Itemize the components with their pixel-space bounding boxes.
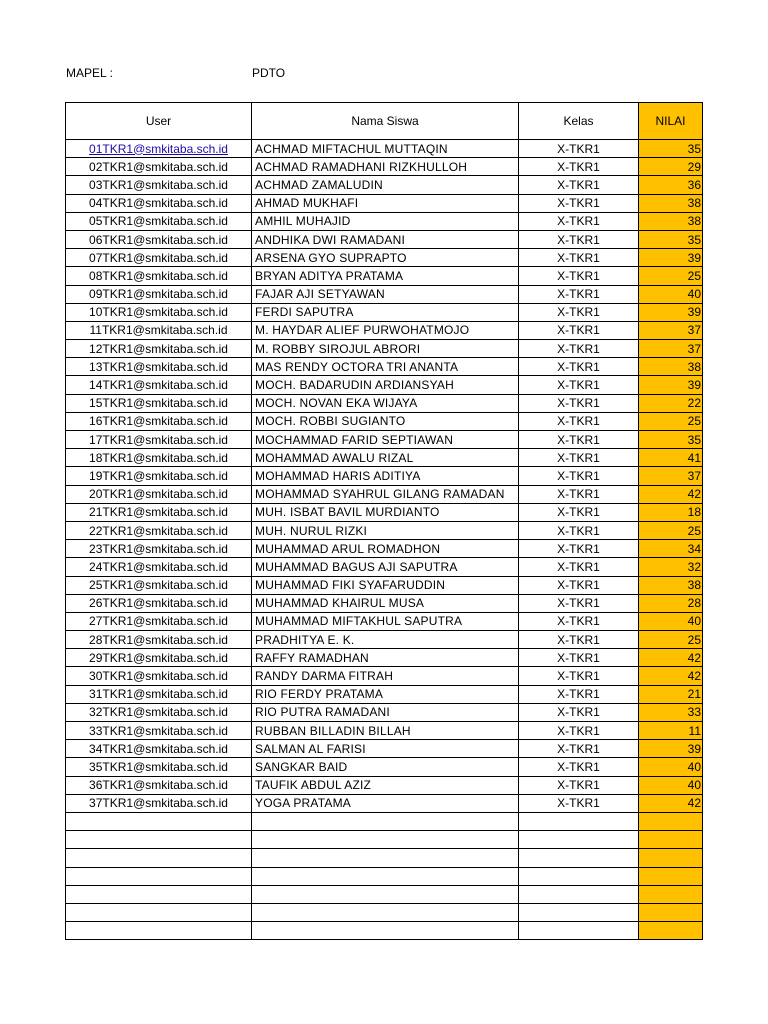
empty-cell: [519, 867, 639, 885]
empty-cell: [66, 867, 252, 885]
empty-cell: [639, 922, 703, 940]
nilai-cell: 40: [639, 285, 703, 303]
nama-siswa-cell: FERDI SAPUTRA: [252, 303, 519, 321]
empty-table-row: [66, 812, 703, 830]
kelas-cell: X-TKR1: [519, 649, 639, 667]
nilai-cell: 37: [639, 340, 703, 358]
user-cell: 28TKR1@smkitaba.sch.id: [66, 631, 252, 649]
empty-cell: [639, 831, 703, 849]
user-cell: 23TKR1@smkitaba.sch.id: [66, 540, 252, 558]
user-cell: 04TKR1@smkitaba.sch.id: [66, 194, 252, 212]
user-cell: 13TKR1@smkitaba.sch.id: [66, 358, 252, 376]
nilai-cell: 39: [639, 303, 703, 321]
empty-table-row: [66, 867, 703, 885]
empty-table-row: [66, 885, 703, 903]
kelas-cell: X-TKR1: [519, 412, 639, 430]
nama-siswa-cell: TAUFIK ABDUL AZIZ: [252, 776, 519, 794]
kelas-cell: X-TKR1: [519, 449, 639, 467]
kelas-cell: X-TKR1: [519, 376, 639, 394]
table-row: [66, 776, 703, 794]
empty-cell: [519, 922, 639, 940]
nilai-cell: 41: [639, 449, 703, 467]
user-cell: 17TKR1@smkitaba.sch.id: [66, 431, 252, 449]
nilai-cell: 37: [639, 467, 703, 485]
nilai-cell: 40: [639, 612, 703, 630]
empty-cell: [66, 885, 252, 903]
kelas-cell: X-TKR1: [519, 194, 639, 212]
empty-cell: [252, 849, 519, 867]
nama-siswa-cell: BRYAN ADITYA PRATAMA: [252, 267, 519, 285]
table-row: [66, 740, 703, 758]
kelas-cell: X-TKR1: [519, 594, 639, 612]
empty-cell: [252, 885, 519, 903]
empty-cell: [519, 831, 639, 849]
table-row: [66, 285, 703, 303]
table-row: [66, 594, 703, 612]
kelas-cell: X-TKR1: [519, 285, 639, 303]
empty-cell: [639, 885, 703, 903]
nama-siswa-cell: RANDY DARMA FITRAH: [252, 667, 519, 685]
mapel-value: PDTO: [252, 66, 286, 80]
table-row: [66, 503, 703, 521]
table-row: [66, 540, 703, 558]
nama-siswa-cell: MUHAMMAD FIKI SYAFARUDDIN: [252, 576, 519, 594]
table-row: [66, 576, 703, 594]
nama-siswa-cell: MUHAMMAD ARUL ROMADHON: [252, 540, 519, 558]
nama-siswa-cell: MOCH. NOVAN EKA WIJAYA: [252, 394, 519, 412]
grades-table: [65, 102, 703, 940]
nama-siswa-cell: MOHAMMAD AWALU RIZAL: [252, 449, 519, 467]
nilai-cell: 37: [639, 321, 703, 339]
kelas-cell: X-TKR1: [519, 485, 639, 503]
table-row: [66, 467, 703, 485]
table-body: [66, 140, 703, 940]
nama-siswa-cell: ACHMAD ZAMALUDIN: [252, 176, 519, 194]
nama-siswa-cell: MOCHAMMAD FARID SEPTIAWAN: [252, 431, 519, 449]
nilai-cell: 38: [639, 358, 703, 376]
empty-cell: [252, 922, 519, 940]
table-row: [66, 449, 703, 467]
nilai-cell: 29: [639, 158, 703, 176]
user-cell: 27TKR1@smkitaba.sch.id: [66, 612, 252, 630]
nilai-cell: 42: [639, 485, 703, 503]
nilai-cell: 38: [639, 576, 703, 594]
kelas-cell: X-TKR1: [519, 267, 639, 285]
empty-cell: [519, 885, 639, 903]
nilai-cell: 35: [639, 431, 703, 449]
user-cell: 11TKR1@smkitaba.sch.id: [66, 321, 252, 339]
table-row: [66, 485, 703, 503]
user-cell: 37TKR1@smkitaba.sch.id: [66, 794, 252, 812]
table-row: [66, 140, 703, 158]
empty-cell: [252, 867, 519, 885]
nama-siswa-cell: MUH. ISBAT BAVIL MURDIANTO: [252, 503, 519, 521]
user-cell: 30TKR1@smkitaba.sch.id: [66, 667, 252, 685]
kelas-cell: X-TKR1: [519, 467, 639, 485]
nama-siswa-cell: MUHAMMAD MIFTAKHUL SAPUTRA: [252, 612, 519, 630]
nama-siswa-cell: RIO PUTRA RAMADANI: [252, 703, 519, 721]
table-row: [66, 176, 703, 194]
nama-siswa-cell: M. HAYDAR ALIEF PURWOHATMOJO: [252, 321, 519, 339]
nama-siswa-cell: ANDHIKA DWI RAMADANI: [252, 230, 519, 248]
kelas-cell: X-TKR1: [519, 776, 639, 794]
empty-table-row: [66, 831, 703, 849]
kelas-cell: X-TKR1: [519, 176, 639, 194]
user-cell: 22TKR1@smkitaba.sch.id: [66, 521, 252, 539]
empty-cell: [639, 903, 703, 921]
table-row: [66, 558, 703, 576]
empty-cell: [252, 831, 519, 849]
user-cell: 07TKR1@smkitaba.sch.id: [66, 249, 252, 267]
table-row: [66, 758, 703, 776]
nilai-cell: 25: [639, 521, 703, 539]
kelas-cell: X-TKR1: [519, 703, 639, 721]
user-cell: 36TKR1@smkitaba.sch.id: [66, 776, 252, 794]
kelas-cell: X-TKR1: [519, 612, 639, 630]
nama-siswa-cell: FAJAR AJI SETYAWAN: [252, 285, 519, 303]
empty-cell: [639, 812, 703, 830]
nama-siswa-cell: MUHAMMAD BAGUS AJI SAPUTRA: [252, 558, 519, 576]
table-row: [66, 612, 703, 630]
nilai-cell: 11: [639, 722, 703, 740]
nama-siswa-cell: MUH. NURUL RIZKI: [252, 521, 519, 539]
user-cell: 18TKR1@smkitaba.sch.id: [66, 449, 252, 467]
kelas-cell: X-TKR1: [519, 321, 639, 339]
kelas-cell: X-TKR1: [519, 558, 639, 576]
table-row: [66, 340, 703, 358]
empty-cell: [639, 849, 703, 867]
user-cell: 29TKR1@smkitaba.sch.id: [66, 649, 252, 667]
user-cell: 14TKR1@smkitaba.sch.id: [66, 376, 252, 394]
nilai-cell: 35: [639, 140, 703, 158]
kelas-cell: X-TKR1: [519, 394, 639, 412]
nilai-cell: 32: [639, 558, 703, 576]
column-header-kelas: Kelas: [519, 103, 639, 140]
kelas-cell: X-TKR1: [519, 212, 639, 230]
nama-siswa-cell: MOHAMMAD HARIS ADITIYA: [252, 467, 519, 485]
nilai-cell: 40: [639, 776, 703, 794]
nilai-cell: 25: [639, 631, 703, 649]
nilai-cell: 21: [639, 685, 703, 703]
empty-cell: [252, 812, 519, 830]
table-row: [66, 394, 703, 412]
kelas-cell: X-TKR1: [519, 540, 639, 558]
nilai-cell: 28: [639, 594, 703, 612]
kelas-cell: X-TKR1: [519, 758, 639, 776]
column-header-nilai: NILAI: [639, 103, 703, 140]
user-cell: 12TKR1@smkitaba.sch.id: [66, 340, 252, 358]
kelas-cell: X-TKR1: [519, 158, 639, 176]
kelas-cell: X-TKR1: [519, 340, 639, 358]
table-row: [66, 303, 703, 321]
empty-table-row: [66, 922, 703, 940]
user-cell: 26TKR1@smkitaba.sch.id: [66, 594, 252, 612]
nilai-cell: 36: [639, 176, 703, 194]
table-row: [66, 667, 703, 685]
nilai-cell: 42: [639, 667, 703, 685]
empty-cell: [519, 903, 639, 921]
user-email-link[interactable]: 01TKR1@smkitaba.sch.id: [66, 140, 252, 158]
user-cell: 24TKR1@smkitaba.sch.id: [66, 558, 252, 576]
kelas-cell: X-TKR1: [519, 503, 639, 521]
table-row: [66, 794, 703, 812]
user-cell: 19TKR1@smkitaba.sch.id: [66, 467, 252, 485]
empty-cell: [519, 849, 639, 867]
table-row: [66, 194, 703, 212]
empty-cell: [66, 831, 252, 849]
nilai-cell: 38: [639, 212, 703, 230]
user-cell: 21TKR1@smkitaba.sch.id: [66, 503, 252, 521]
table-row: [66, 212, 703, 230]
nilai-cell: 25: [639, 412, 703, 430]
nama-siswa-cell: ARSENA GYO SUPRAPTO: [252, 249, 519, 267]
user-cell: 35TKR1@smkitaba.sch.id: [66, 758, 252, 776]
nama-siswa-cell: RUBBAN BILLADIN BILLAH: [252, 722, 519, 740]
empty-cell: [252, 903, 519, 921]
nama-siswa-cell: SANGKAR BAID: [252, 758, 519, 776]
empty-table-row: [66, 903, 703, 921]
empty-cell: [66, 812, 252, 830]
user-cell: 02TKR1@smkitaba.sch.id: [66, 158, 252, 176]
user-cell: 09TKR1@smkitaba.sch.id: [66, 285, 252, 303]
nama-siswa-cell: AHMAD MUKHAFI: [252, 194, 519, 212]
nama-siswa-cell: MUHAMMAD KHAIRUL MUSA: [252, 594, 519, 612]
nama-siswa-cell: YOGA PRATAMA: [252, 794, 519, 812]
nilai-cell: 33: [639, 703, 703, 721]
table-row: [66, 431, 703, 449]
nilai-cell: 39: [639, 740, 703, 758]
kelas-cell: X-TKR1: [519, 303, 639, 321]
mapel-label: MAPEL :: [66, 66, 113, 80]
kelas-cell: X-TKR1: [519, 722, 639, 740]
table-row: [66, 649, 703, 667]
table-row: [66, 722, 703, 740]
nama-siswa-cell: PRADHITYA E. K.: [252, 631, 519, 649]
user-cell: 10TKR1@smkitaba.sch.id: [66, 303, 252, 321]
user-cell: 32TKR1@smkitaba.sch.id: [66, 703, 252, 721]
nilai-cell: 42: [639, 794, 703, 812]
kelas-cell: X-TKR1: [519, 140, 639, 158]
kelas-cell: X-TKR1: [519, 431, 639, 449]
empty-cell: [519, 812, 639, 830]
table-row: [66, 412, 703, 430]
user-cell: 34TKR1@smkitaba.sch.id: [66, 740, 252, 758]
kelas-cell: X-TKR1: [519, 249, 639, 267]
table-row: [66, 376, 703, 394]
empty-cell: [66, 903, 252, 921]
nama-siswa-cell: M. ROBBY SIROJUL ABRORI: [252, 340, 519, 358]
user-cell: 31TKR1@smkitaba.sch.id: [66, 685, 252, 703]
table-row: [66, 358, 703, 376]
nilai-cell: 40: [639, 758, 703, 776]
nama-siswa-cell: RAFFY RAMADHAN: [252, 649, 519, 667]
empty-cell: [639, 867, 703, 885]
user-cell: 25TKR1@smkitaba.sch.id: [66, 576, 252, 594]
column-header-user: User: [66, 103, 252, 140]
table-row: [66, 249, 703, 267]
nama-siswa-cell: MAS RENDY OCTORA TRI ANANTA: [252, 358, 519, 376]
kelas-cell: X-TKR1: [519, 631, 639, 649]
nilai-cell: 25: [639, 267, 703, 285]
table-row: [66, 685, 703, 703]
nama-siswa-cell: SALMAN AL FARISI: [252, 740, 519, 758]
nama-siswa-cell: ACHMAD MIFTACHUL MUTTAQIN: [252, 140, 519, 158]
kelas-cell: X-TKR1: [519, 667, 639, 685]
table-row: [66, 230, 703, 248]
user-cell: 05TKR1@smkitaba.sch.id: [66, 212, 252, 230]
nilai-cell: 18: [639, 503, 703, 521]
nilai-cell: 35: [639, 230, 703, 248]
nilai-cell: 22: [639, 394, 703, 412]
nama-siswa-cell: RIO FERDY PRATAMA: [252, 685, 519, 703]
table-row: [66, 158, 703, 176]
table-header-row: [66, 103, 703, 140]
kelas-cell: X-TKR1: [519, 576, 639, 594]
user-cell: 08TKR1@smkitaba.sch.id: [66, 267, 252, 285]
nilai-cell: 39: [639, 376, 703, 394]
nilai-cell: 39: [639, 249, 703, 267]
kelas-cell: X-TKR1: [519, 230, 639, 248]
nama-siswa-cell: AMHIL MUHAJID: [252, 212, 519, 230]
user-cell: 20TKR1@smkitaba.sch.id: [66, 485, 252, 503]
empty-cell: [66, 922, 252, 940]
table-row: [66, 703, 703, 721]
user-cell: 33TKR1@smkitaba.sch.id: [66, 722, 252, 740]
nilai-cell: 34: [639, 540, 703, 558]
kelas-cell: X-TKR1: [519, 521, 639, 539]
nama-siswa-cell: MOCH. BADARUDIN ARDIANSYAH: [252, 376, 519, 394]
kelas-cell: X-TKR1: [519, 740, 639, 758]
table-row: [66, 267, 703, 285]
nama-siswa-cell: MOHAMMAD SYAHRUL GILANG RAMADAN: [252, 485, 519, 503]
empty-table-row: [66, 849, 703, 867]
table-row: [66, 631, 703, 649]
nama-siswa-cell: ACHMAD RAMADHANI RIZKHULLOH: [252, 158, 519, 176]
user-cell: 06TKR1@smkitaba.sch.id: [66, 230, 252, 248]
nilai-cell: 42: [639, 649, 703, 667]
empty-cell: [66, 849, 252, 867]
kelas-cell: X-TKR1: [519, 685, 639, 703]
column-header-nama-siswa: Nama Siswa: [252, 103, 519, 140]
user-cell: 16TKR1@smkitaba.sch.id: [66, 412, 252, 430]
user-cell: 03TKR1@smkitaba.sch.id: [66, 176, 252, 194]
nilai-cell: 38: [639, 194, 703, 212]
table-row: [66, 521, 703, 539]
nama-siswa-cell: MOCH. ROBBI SUGIANTO: [252, 412, 519, 430]
kelas-cell: X-TKR1: [519, 358, 639, 376]
kelas-cell: X-TKR1: [519, 794, 639, 812]
table-row: [66, 321, 703, 339]
user-cell: 15TKR1@smkitaba.sch.id: [66, 394, 252, 412]
